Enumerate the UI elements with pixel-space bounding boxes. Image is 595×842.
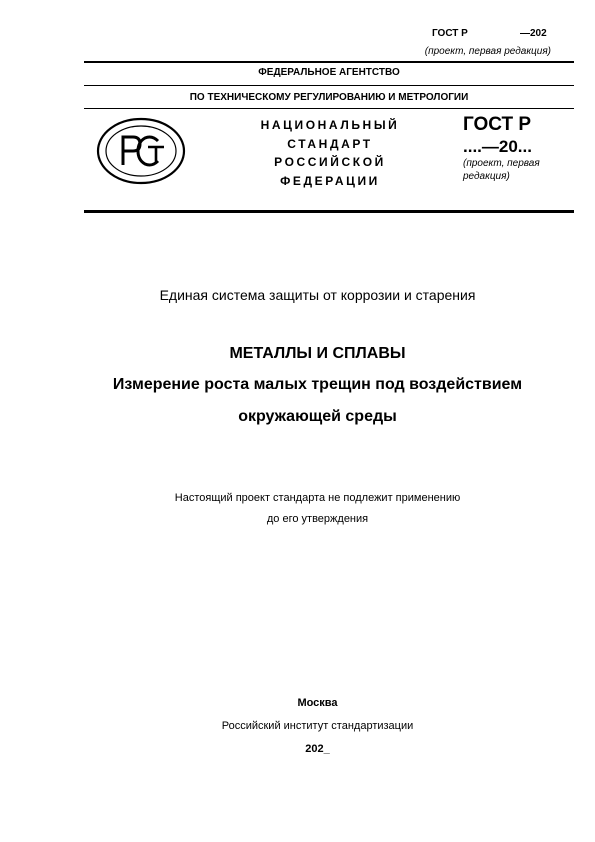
gost-draft-status-line-1: (проект, первая: [463, 158, 540, 169]
header-bottom-rule: [84, 210, 574, 213]
series-title: Единая система защиты от коррозии и старения: [159, 287, 476, 303]
top-rule: [84, 61, 574, 63]
footer-year: 202_: [305, 743, 330, 755]
agency-line-2: ПО ТЕХНИЧЕСКОМУ РЕГУЛИРОВАНИЮ И МЕТРОЛОГИИ: [189, 92, 469, 103]
header-draft-status: (проект, первая редакция): [424, 46, 551, 57]
gost-number: ....—20...: [463, 137, 532, 156]
document-title: МЕТАЛЛЫ И СПЛАВЫ: [229, 345, 406, 362]
notice-line-2: до его утверждения: [266, 513, 369, 525]
gost-title: ГОСТ Р: [463, 114, 532, 135]
gost-draft-status-line-2: редакция): [463, 171, 510, 182]
standard-type-line-3: РОССИЙСКОЙ: [274, 155, 386, 169]
agency-divider: [84, 85, 574, 86]
rst-certification-logo: [96, 117, 186, 185]
document-subtitle-line-2: окружающей среды: [238, 408, 397, 425]
document-subtitle-line-1: Измерение роста малых трещин под воздействием: [112, 376, 523, 393]
notice-line-1: Настоящий проект стандарта не подлежит применению: [174, 492, 461, 504]
agency-line-1: ФЕДЕРАЛЬНОЕ АГЕНТСТВО: [258, 67, 400, 78]
footer-publisher: Российский институт стандартизации: [221, 720, 414, 732]
standard-type-line-2: СТАНДАРТ: [287, 137, 373, 151]
agency-bottom-rule: [84, 108, 574, 109]
footer-city: Москва: [297, 697, 338, 709]
standard-type-line-4: ФЕДЕРАЦИИ: [280, 174, 380, 188]
header-gost-number: —202: [520, 28, 547, 39]
header-gost-label: ГОСТ Р: [432, 28, 468, 39]
standard-type-line-1: НАЦИОНАЛЬНЫЙ: [260, 118, 400, 132]
